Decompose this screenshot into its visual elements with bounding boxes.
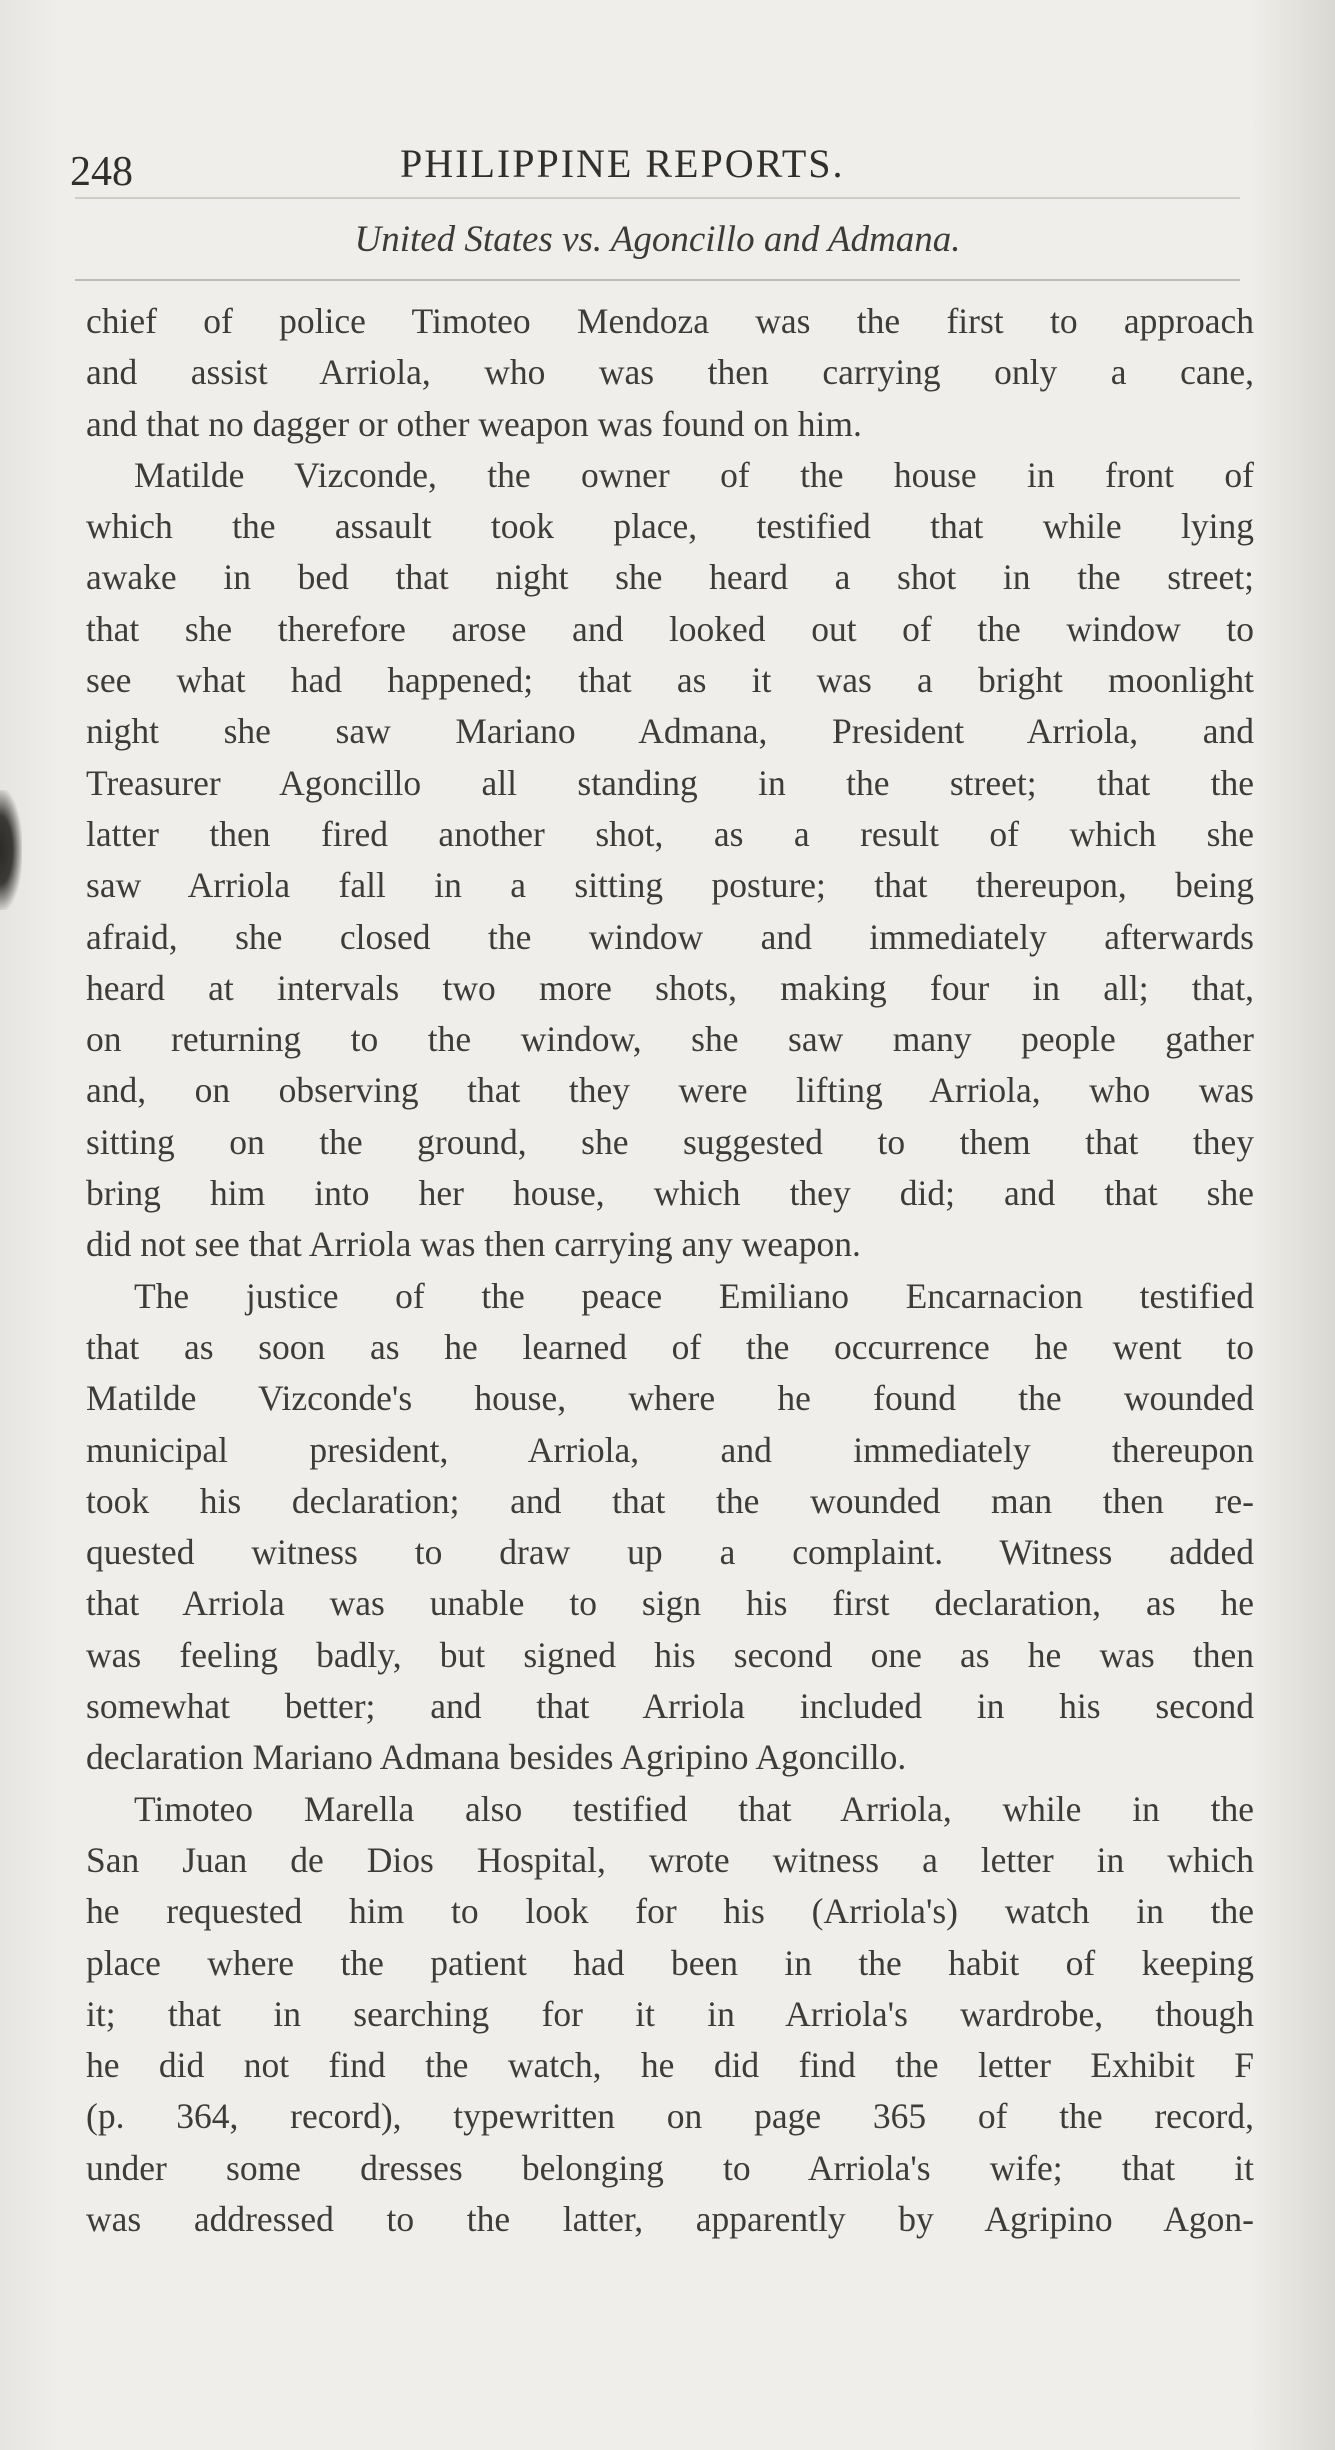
text-line: he did not find the watch, he did find the letter Exhibit F bbox=[86, 2045, 1254, 2086]
text-line: municipal president, Arriola, and immediately thereupon bbox=[86, 1429, 1254, 1470]
running-title: PHILIPPINE REPORTS. bbox=[400, 141, 845, 186]
page-number: 248 bbox=[70, 149, 133, 195]
text-line: quested witness to draw up a complaint. Witness added bbox=[86, 1532, 1254, 1573]
text-line: that Arriola was unable to sign his first declaration, as he bbox=[86, 1583, 1254, 1624]
text-line: place where the patient had been in the habit of keeping bbox=[86, 1942, 1254, 1983]
text-line: sitting on the ground, she suggested to them that they bbox=[86, 1121, 1254, 1162]
body-text bbox=[86, 296, 1254, 2245]
text-line: The justice of the peace Emiliano Encarnacion testified bbox=[134, 1275, 1254, 1316]
binding-shadow bbox=[0, 790, 22, 910]
text-line: Timoteo Marella also testified that Arriola, while in the bbox=[134, 1788, 1254, 1829]
text-line: he requested him to look for his (Arriola's) watch in the bbox=[86, 1891, 1254, 1932]
text-line: Matilde Vizconde's house, where he found the wounded bbox=[86, 1378, 1254, 1419]
text-line: under some dresses belonging to Arriola's wife; that it bbox=[86, 2147, 1254, 2188]
text-line: on returning to the window, she saw many people gather bbox=[86, 1019, 1254, 1060]
text-line: saw Arriola fall in a sitting posture; that thereupon, being bbox=[86, 865, 1254, 906]
text-line: latter then fired another shot, as a result of which she bbox=[86, 813, 1254, 854]
header-rule-top bbox=[75, 197, 1240, 199]
text-line: was feeling badly, but signed his second one as he was then bbox=[86, 1634, 1254, 1675]
text-line: that as soon as he learned of the occurrence he went to bbox=[86, 1326, 1254, 1367]
header-rule-bottom bbox=[75, 279, 1240, 281]
text-line: (p. 364, record), typewritten on page 365 of the record, bbox=[86, 2096, 1254, 2137]
text-line: somewhat better; and that Arriola included in his second bbox=[86, 1686, 1254, 1727]
text-line: was addressed to the latter, apparently by Agripino Agon- bbox=[86, 2198, 1254, 2239]
text-line: night she saw Mariano Admana, President Arriola, and bbox=[86, 711, 1254, 752]
text-line: that she therefore arose and looked out of the window to bbox=[86, 608, 1254, 649]
text-line: did not see that Arriola was then carrying any weapon. bbox=[86, 1224, 861, 1265]
text-line: it; that in searching for it in Arriola's wardrobe, though bbox=[86, 1993, 1254, 2034]
text-line: Matilde Vizconde, the owner of the house in front of bbox=[134, 454, 1254, 495]
page-header bbox=[70, 138, 1250, 198]
text-line: which the assault took place, testified that while lying bbox=[86, 506, 1254, 547]
text-line: San Juan de Dios Hospital, wrote witness a letter in which bbox=[86, 1839, 1254, 1880]
text-line: and that no dagger or other weapon was found on him. bbox=[86, 403, 862, 444]
case-title: United States vs. Agoncillo and Admana. bbox=[354, 219, 961, 260]
text-line: declaration Mariano Admana besides Agripino Agoncillo. bbox=[86, 1737, 907, 1778]
text-line: chief of police Timoteo Mendoza was the first to approach bbox=[86, 301, 1254, 341]
text-line: see what had happened; that as it was a bright moonlight bbox=[86, 660, 1254, 701]
text-line: Treasurer Agoncillo all standing in the street; that the bbox=[86, 762, 1254, 803]
text-line: bring him into her house, which they did; and that she bbox=[86, 1173, 1254, 1214]
text-line: awake in bed that night she heard a shot in the street; bbox=[86, 557, 1254, 598]
text-line: took his declaration; and that the wounded man then re- bbox=[86, 1480, 1254, 1521]
text-line: and assist Arriola, who was then carrying only a cane, bbox=[86, 352, 1254, 393]
text-line: heard at intervals two more shots, making four in all; that, bbox=[86, 967, 1254, 1008]
text-line: and, on observing that they were lifting Arriola, who was bbox=[86, 1070, 1254, 1111]
text-line: afraid, she closed the window and immediately afterwards bbox=[86, 916, 1254, 957]
